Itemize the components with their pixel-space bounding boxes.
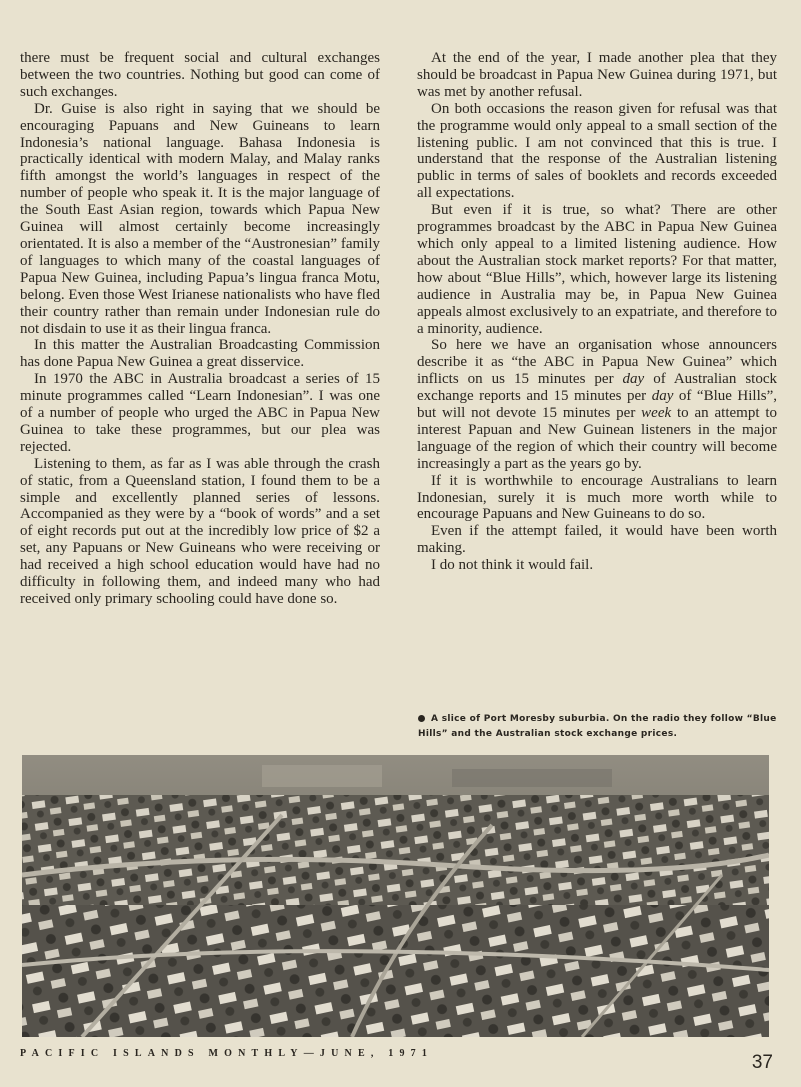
paragraph: In 1970 the ABC in Australia broadcast a series of 15 minute programmes called “Learn Indonesian”. I was one of a number of people who urged the ABC in Papua New Guinea to take these programmes, but our plea was rejected. bbox=[20, 371, 380, 455]
paragraph: But even if it is true, so what? There are other programmes broadcast by the ABC in Papua New Guinea which only appeal to a limited listening audience. How about the Australian stock market reports? For that matter, how about “Blue Hills”, which, however large its listening audience in Australia may be, in Papua New Guinea appeals almost exclusively to an expatriate, and therefore to a minority, audience. bbox=[417, 202, 777, 337]
paragraph: If it is worthwhile to encourage Australians to learn Indonesian, surely it is much more worth while to encourage Papuans and New Guineans to do so. bbox=[417, 472, 777, 523]
emphasis: day bbox=[651, 388, 674, 405]
emphasis: week bbox=[641, 405, 672, 422]
paragraph: At the end of the year, I made another plea that they should be broadcast in Papua New Guinea during 1971, but was met by another refusal. bbox=[417, 50, 777, 100]
paragraph: On both occasions the reason given for refusal was that the programme would only appeal to a small section of the listening public. I am not convinced that this is true. I understand that the response of the Australian listening public in terms of sales of booklets and records exceeded all expectations. bbox=[417, 100, 777, 202]
paragraph: I do not think it would fail. bbox=[431, 557, 594, 574]
text-run: of Australian stock exchange reports and 15 minutes per bbox=[417, 371, 777, 405]
paragraph: Listening to them, as far as I was able through the crash of static, from a Queensland station, I found them to be a simple and excellently planned series of lessons. Accompanied as they were by a “book of words” and a set of eight records put out at the incredibly low price of $2 a set, any Papuans or New Guineans who were receiving or had received a high school education would have had no difficulty in following them, and indeed many who had received only primary schooling could have done so. bbox=[20, 455, 380, 607]
paragraph: there must be frequent social and cultural exchanges between the two countries. Nothing but good can come of such exchanges. bbox=[20, 50, 380, 100]
emphasis: day bbox=[622, 371, 645, 388]
magazine-footer: PACIFIC ISLANDS MONTHLY—JUNE, 1971 bbox=[20, 1048, 434, 1059]
paragraph bbox=[417, 337, 777, 472]
page-number: 37 bbox=[751, 1052, 773, 1073]
aerial-photo-drawing bbox=[22, 755, 769, 1037]
aerial-photo bbox=[22, 755, 769, 1037]
text-run: So here we have an organisation whose announcers describe it as “the ABC in Papua New Guinea” which inflicts on us 15 minutes per bbox=[417, 337, 777, 388]
bullet-icon bbox=[418, 715, 425, 722]
paragraph: Dr. Guise is also right in saying that we should be encouraging Papuans and New Guineans to learn Indonesia’s national language. Bahasa Indonesia is practically identical with modern Malay, and Malay ranks fifth amongst the world’s languages in respect of the number of people who speak it. It is the major language of the South East Asian region, towards which Papua New Guinea will almost certainly become increasingly orientated. It is also a member of the “Austronesian” family of languages to which many of the coastal languages of Papua New Guinea, including Papua’s lingua franca Motu, belong. Even those West Irianese nationalists who have fled their country rather than remain under Indonesian rule do not disdain to use it as their lingua franca. bbox=[20, 100, 380, 337]
paragraph: Even if the attempt failed, it would have been worth making. bbox=[417, 523, 777, 557]
text-run: to an attempt to interest Papuan and New Guinean listeners in the major language of the region of which their country will become increasingly a part as the years go by. bbox=[417, 405, 777, 472]
article-left-column bbox=[20, 50, 380, 608]
article-right-column bbox=[417, 50, 777, 574]
caption-text: A slice of Port Moresby suburbia. On the radio they follow “Blue Hills” and the Australian stock exchange prices. bbox=[418, 714, 777, 739]
photo-caption bbox=[418, 712, 778, 742]
text-run: of “Blue Hills”, but will not devote 15 minutes per bbox=[417, 388, 777, 422]
paragraph: In this matter the Australian Broadcasting Commission has done Papua New Guinea a great disservice. bbox=[20, 337, 380, 371]
